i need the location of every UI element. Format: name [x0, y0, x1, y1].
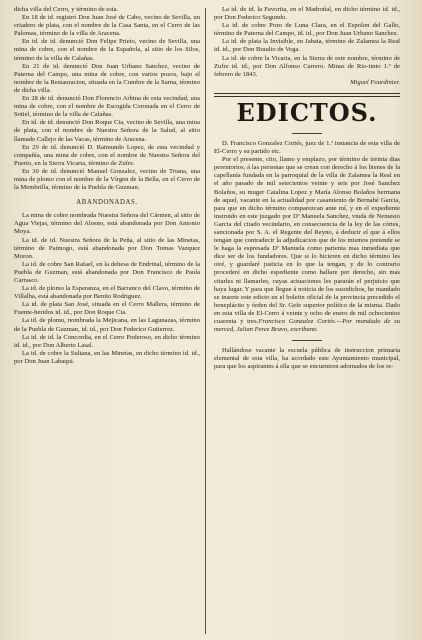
paragraph: En id. de id. denunció Don Felipe Prieto, vecino de Sevilla, una mina de cobre, con el nombre de la Española, al sitio de los Silos, término de la villa de Calañas.	[14, 38, 200, 62]
left-column	[14, 6, 200, 366]
paragraph: La mina de cobre nombrada Nuestra Señora del Cármen, al sitio de Agua Viejas, término del Alosno, está abandonada por Don Antonio Moya.	[14, 212, 200, 236]
paragraph: La id. de plomo, nombrada la Mejicana, en las Lagunazas, término de la Puebla de Guzman, id. id., por Don Federico Gutierrez.	[14, 317, 200, 333]
column-divider	[205, 8, 206, 634]
paragraph	[214, 156, 400, 334]
paragraph: La id. de plata San José, situada en el Cerro Mallera, término de Fuente-heridos id. id., por Don Roque Cia.	[14, 301, 200, 317]
paragraph: En 18 de id. registró Don Juan José de Cabo, vecino de Sevilla, un criadero de plata, con el nombre de la Casa Santa, en el Cerro de las Palomas, término de la villa de Aracena.	[14, 14, 200, 38]
paragraph: La id. de cobre San Rafael, en la dehesa de Endrinal, término de la Puebla de Guzman, está abandonada por Don Francisco de Paula Carrasco.	[14, 260, 200, 284]
edicto-signer: Francisco Gonzalez Cortés.	[258, 318, 337, 325]
edicto-closing: —Por mandado de su merced, Julian Perez Bravo, escribano.	[214, 318, 400, 334]
signature: Miguel Fourdinier.	[350, 78, 400, 86]
paragraph: Hallándose vacante la escuela pública de instruccion primaria elemental de esta villa, ha acordado este Ayuntamiento municipal, para que los aspirantes á ella que se encuentren adornados de los re-	[214, 347, 400, 371]
paragraph: D. Francisco Gonzalez Cortés, juez de 1.ª instancia de esta villa de El-Cerro y su partido etc.	[214, 139, 400, 156]
section-title: ABANDONADAS.	[76, 199, 138, 207]
paragraph: En 21 de id. denunció Don Juan Urbano Sanchez, vecino de Paterna del Campo, una mina de cobre, con varios pozos, bajo el nombre de la Restauracion, situada en la Cumbre de la Sarna, término de dicha villa.	[14, 62, 200, 94]
paragraph: En id. de id. denunció Don Roque Cia, vecino de Sevilla, una mina de plata, con el nombre de Nuestra Señora de la Salud, al sitio llamado Callejo de las Vacas, término de Aracena.	[14, 119, 200, 143]
short-rule	[292, 340, 322, 341]
section-rule	[214, 93, 400, 97]
paragraph: La id. de cobre Pozo de Luna Clara, en el Espolon del Gallo, término de Paterna del Campo, id. id., por Don Juan Urbano Sanchez.	[214, 22, 400, 38]
edicto-body: Por el presente, cito, llamo y emplazo, por término de treinta dias perentorios, á las personas que se crean con derecho á los bienes de la capellanía fundada en la parroquial de la villa de Zalamea la Real en el año pasado de mil setecientos veinte y seis por José Sanchez Bolaños, su muger Catalina Lopez y María Alonso Bolaños hermana de aquel, vacante en la actualidad por casamiento de Bernabé Garcia, para que en dicho término comparezcan ante mí, y en el expediente instruido en este juzgado por Dª Manuela Sanchez, viuda de Nemesio Garcia del citado vecindario, en consecuencia de la ley de las córtes, sancionada por S. A. el Regente del Reyno, á deducir el que á ellos tengan que contradecir la adjudicacion que de los mismos pretende se le haga la espresada Dª Manuela como parienta mas inmediata que dice ser de los fundadores. Que si lo hicieren en dicho término les oiré, y guardaré justicia en lo que la tengan, y de lo contrario procederé en dicho espediente como hallare por derecho, sin mas citarles ni llamarles, cuyas actuaciones les pararán el perjuicio que haya lugar. Y para que llegue á noticia de los susodichos, he mandado se inserte este edicto en el boletin oficial de la provincia precedido el beneplácito y órden del Sr. Gefe superior político de la misma. Dado en esta villa de El-Cerro á veinte y ocho de enero de mil ochocientos cuarenta y tres.	[214, 156, 400, 325]
paragraph: La id. de id. Nuestra Señora de la Peña, al sitio de las Minetas, término de Paimogo, está abandonada por Don Tomas Vazquez Moron.	[14, 236, 200, 260]
paragraph: La id. de plomo la Esperanza, en el Barranco del Clavo, término de Villalba, está abandonada por Benito Rodriguez.	[14, 285, 200, 301]
paragraph: dicha villa del Cerro, y término de esta.	[14, 6, 119, 13]
paragraph: La id. de id. la Favorita, en el Madroñal, en dicho término id. id., por Don Federico Segundo.	[214, 6, 400, 22]
right-column	[214, 6, 400, 371]
short-rule	[292, 133, 322, 134]
paragraph: En 30 de id. denunció Manuel Gonzalez, vecino de Triana, una mina de plomo con el nombre de la Vírgen de la Bella, en el Cerro de la Membrilla, término de la Puebla de Guzman.	[14, 167, 200, 192]
paragraph: La id. de cobre la Vicaria, en la Sierra de este nombre, término de Zufre id. id., por Don Alfonso Carrero. Minas de Rio-tinto 1.º de febrero de 1843.	[214, 54, 400, 78]
edictos-heading: EDICTOS.	[236, 97, 378, 127]
paragraph: La id. de plata la Invisible, en Jabata, término de Zalamea la Real id. id., por Don Braulio de Vega.	[214, 38, 400, 54]
paragraph: En 29 de id. denunció D. Raimundo Lopez, de esta vecindad y compañía, una mina de cobre, con el nombre de Nuestra Señora del Puerto, en la Sierra Vicaria, término de Zufre.	[14, 143, 200, 167]
paragraph: La id. de cobre la Sultana, en las Minetas, en dicho término id. id., por Don Juan Labaqui.	[14, 349, 200, 365]
paragraph: La id. de id. la Concordia, en el Cerro Poderoso, en dicho término id. id., por Don Alberto Lasal.	[14, 333, 200, 349]
paragraph: En 28 de id. denunció Don Florencio Arbina de esta vecindad, una mina de cobre, con el nombre de Escogida Coronada en el Cerro de Sotiel, término de la villa de Calañas.	[14, 95, 200, 119]
